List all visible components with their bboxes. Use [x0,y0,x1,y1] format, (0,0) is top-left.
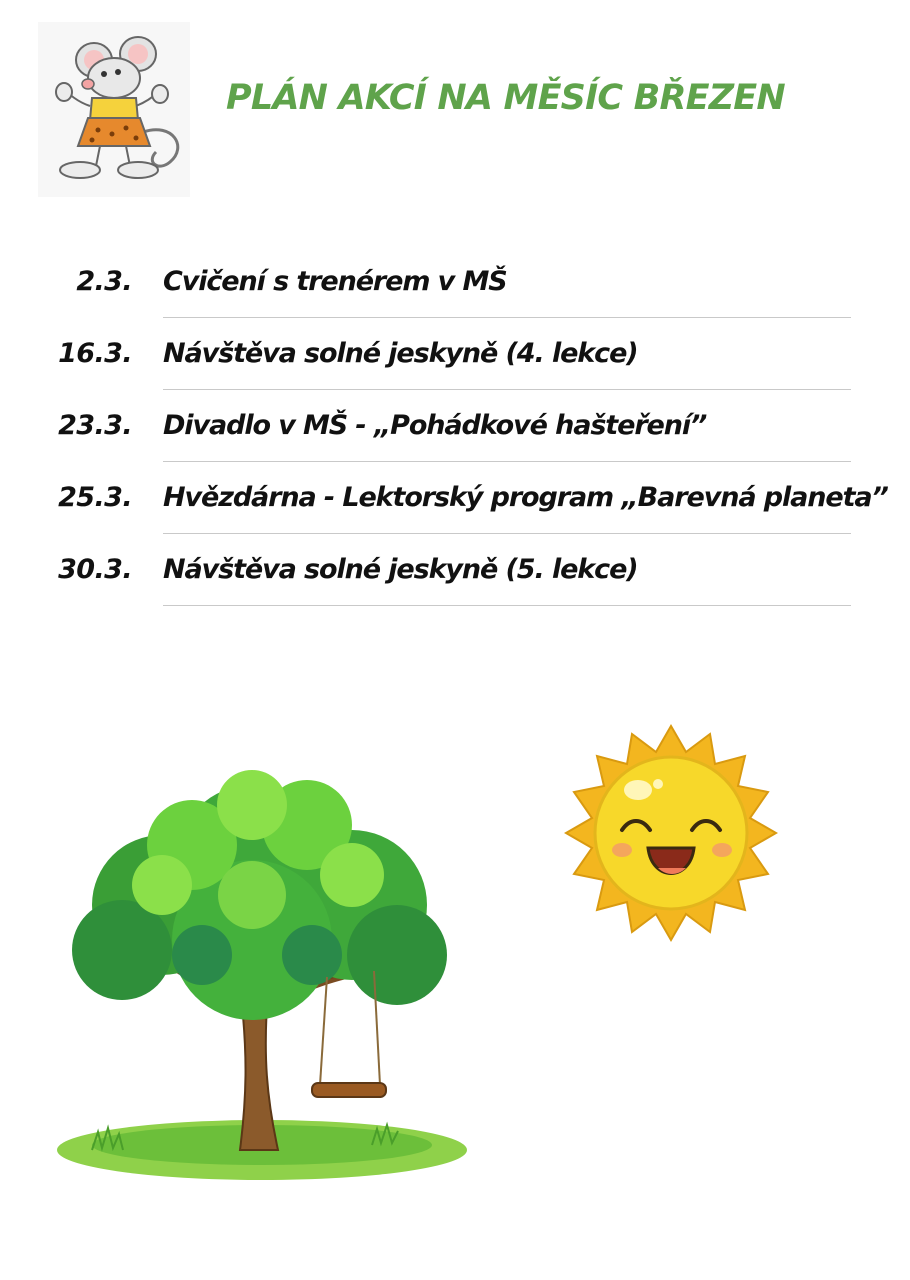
event-date: 25.3. [58,482,132,513]
mouse-icon [38,22,190,197]
event-date: 2.3. [76,266,132,297]
divider-line [163,605,851,606]
event-text: Cvičení s trenérem v MŠ [163,266,507,297]
event-text: Hvězdárna - Lektorský program „Barevná planeta” [163,482,888,513]
mouse-illustration [38,22,190,197]
divider-line [163,461,851,462]
tree-with-swing-icon [52,765,472,1190]
sun-illustration [560,722,782,948]
event-date: 30.3. [58,554,132,585]
divider-line [163,317,851,318]
event-text: Divadlo v MŠ - „Pohádkové hašteření” [163,410,707,441]
event-item [0,546,910,618]
event-item [0,330,910,402]
divider-line [163,533,851,534]
event-item [0,474,910,546]
event-item [0,258,910,330]
smiling-sun-icon [560,722,782,944]
event-item [0,402,910,474]
event-text: Návštěva solné jeskyně (5. lekce) [163,554,638,585]
event-date: 16.3. [58,338,132,369]
event-text: Návštěva solné jeskyně (4. lekce) [163,338,638,369]
event-date: 23.3. [58,410,132,441]
tree-illustration [52,765,472,1194]
event-list [0,258,910,618]
page-title: PLÁN AKCÍ NA MĚSÍC BŘEZEN [226,78,785,118]
divider-line [163,389,851,390]
